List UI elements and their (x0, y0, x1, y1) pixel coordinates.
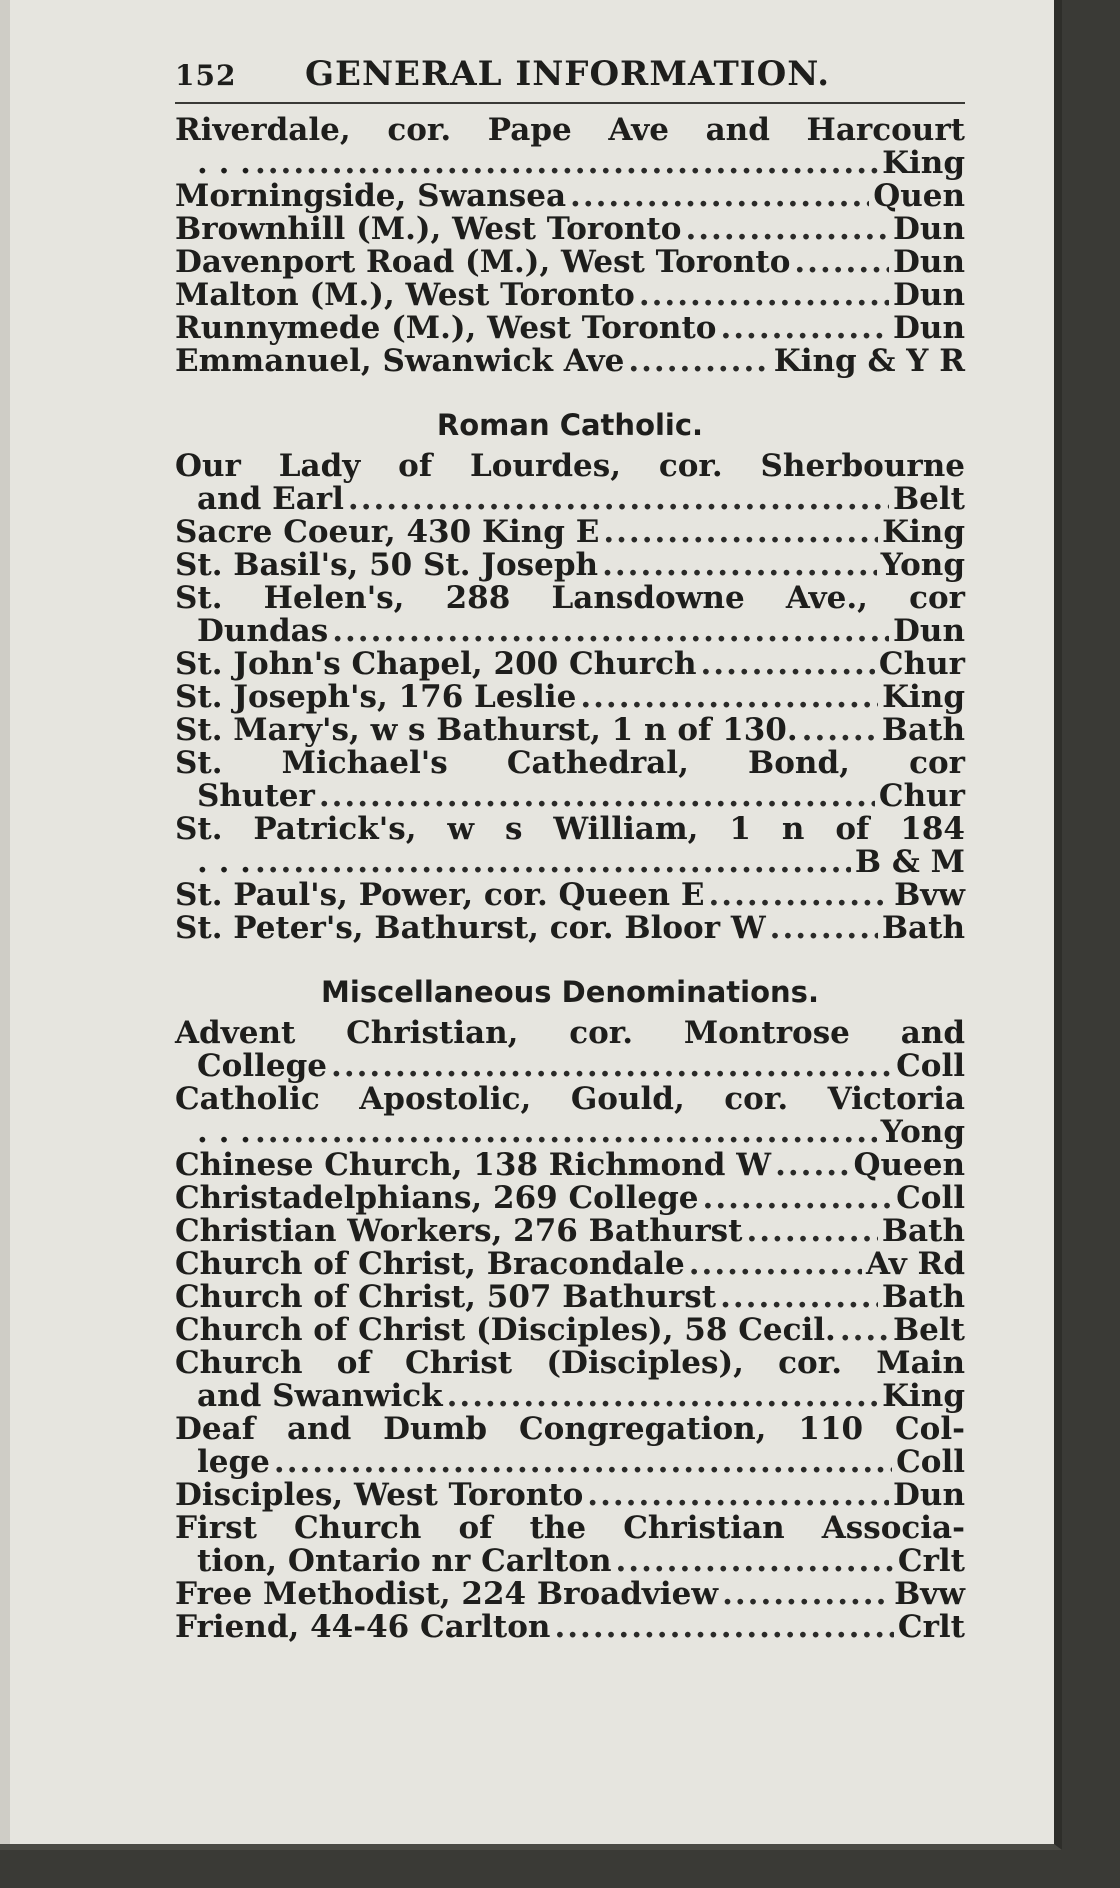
entry-leader-row (175, 714, 965, 747)
district-abbreviation: Yong (880, 547, 965, 583)
entry-leader-row (175, 147, 965, 180)
entry-text: Chinese Church, 138 Richmond W (175, 1147, 772, 1183)
district-abbreviation: Coll (896, 1444, 965, 1480)
entry-text: Disciples, West Toronto (175, 1477, 584, 1513)
entry-first-line: Church of Christ (Disciples), cor. Main (175, 1345, 965, 1381)
entry-text: Christian Workers, 276 Bathurst (175, 1213, 743, 1249)
dot-leader (348, 483, 889, 516)
entry-leader-row (175, 1182, 965, 1215)
entry-text: St. Paul's, Power, cor. Queen E (175, 877, 705, 913)
directory-entry (175, 1479, 965, 1512)
district-abbreviation: Bath (881, 1213, 965, 1249)
directory-entry (175, 681, 965, 714)
entry-first-line: Our Lady of Lourdes, cor. Sherbourne (175, 448, 965, 484)
entry-leader-row (175, 1314, 965, 1347)
entry-text: Sacre Coeur, 430 King E (175, 514, 600, 550)
entry-leader-row (175, 1149, 965, 1182)
directory-entry (175, 312, 965, 345)
entry-text: Church of Christ, Bracondale (175, 1246, 685, 1282)
district-abbreviation: Quen (873, 178, 965, 214)
district-abbreviation: Dun (893, 1477, 965, 1513)
entry-text: Christadelphians, 269 College (175, 1180, 699, 1216)
entry-text: Morningside, Swansea (175, 178, 567, 214)
dot-leader (701, 648, 875, 681)
entry-text: St. John's Chapel, 200 Church (175, 646, 697, 682)
district-abbreviation: Crlt (897, 1609, 965, 1645)
district-abbreviation: King (882, 679, 965, 715)
entry-text: . . . (197, 145, 251, 181)
district-abbreviation: King & Y R (773, 343, 965, 379)
section (175, 114, 965, 378)
entry-text: Davenport Road (M.), West Toronto (175, 244, 791, 280)
district-abbreviation: Crlt (897, 1543, 965, 1579)
entry-leader-row (175, 483, 965, 516)
entry-text: Church of Christ, 507 Bathurst (175, 1279, 717, 1315)
entry-text: St. Mary's, w s Bathurst, 1 n of 130. (175, 712, 798, 748)
dot-leader (746, 1215, 877, 1248)
dot-leader (685, 213, 889, 246)
entry-text: Shuter (197, 778, 315, 814)
section (175, 975, 965, 1644)
dot-leader (331, 1050, 892, 1083)
directory-entry (175, 114, 965, 180)
entry-text: Brownhill (M.), West Toronto (175, 211, 682, 247)
entry-text: Friend, 44-46 Carlton (175, 1609, 551, 1645)
dot-leader (775, 1149, 849, 1182)
entry-leader-row (175, 213, 965, 246)
entry-leader-row (175, 312, 965, 345)
entry-leader-row (175, 1380, 965, 1413)
dot-leader (255, 846, 851, 879)
entry-leader-row (175, 1446, 965, 1479)
page-title: GENERAL INFORMATION. (305, 54, 831, 94)
entry-text: Runnymede (M.), West Toronto (175, 310, 717, 346)
entry-text: and Earl (197, 481, 344, 517)
directory-entry (175, 279, 965, 312)
directory-entry (175, 912, 965, 945)
entry-text: St. Joseph's, 176 Leslie (175, 679, 577, 715)
directory-entry (175, 1578, 965, 1611)
dot-leader (616, 1545, 894, 1578)
entry-leader-row (175, 1479, 965, 1512)
section-title: Roman Catholic. (436, 408, 704, 442)
dot-leader (840, 1314, 889, 1347)
dot-leader (255, 1116, 877, 1149)
directory-entry (175, 1281, 965, 1314)
district-abbreviation: Bath (881, 1279, 965, 1315)
directory-entry (175, 1413, 965, 1479)
district-abbreviation: Bvw (894, 877, 965, 913)
entry-leader-row (175, 681, 965, 714)
directory-entry (175, 450, 965, 516)
dot-leader (274, 1446, 892, 1479)
district-abbreviation: Belt (892, 481, 965, 517)
district-abbreviation: Coll (896, 1048, 965, 1084)
dot-leader (554, 1611, 893, 1644)
entry-first-line: Riverdale, cor. Pape Ave and Harcourt (175, 112, 965, 148)
directory-entry (175, 582, 965, 648)
district-abbreviation: Dun (893, 277, 965, 313)
sections-container (175, 114, 965, 1644)
entry-leader-row (175, 1281, 965, 1314)
entry-leader-row (175, 879, 965, 912)
page-number: 152 (175, 59, 237, 92)
entry-text: tion, Ontario nr Carlton (197, 1543, 612, 1579)
directory-entry (175, 1083, 965, 1149)
entry-first-line: First Church of the Christian Associa- (175, 1510, 965, 1546)
dot-leader (802, 714, 878, 747)
district-abbreviation: Chur (878, 646, 965, 682)
entry-leader-row (175, 1545, 965, 1578)
district-abbreviation: Yong (880, 1114, 965, 1150)
entry-first-line: Advent Christian, cor. Montrose and (175, 1015, 965, 1051)
directory-entry (175, 1512, 965, 1578)
entry-leader-row (175, 549, 965, 582)
district-abbreviation: King (882, 145, 965, 181)
dot-leader (447, 1380, 878, 1413)
directory-entry (175, 1215, 965, 1248)
dot-leader (720, 312, 889, 345)
dot-leader (603, 516, 878, 549)
district-abbreviation: Dun (893, 613, 965, 649)
district-abbreviation: B & M (854, 844, 965, 880)
entry-text: and Swanwick (197, 1378, 443, 1414)
entry-leader-row (175, 1116, 965, 1149)
directory-entry (175, 648, 965, 681)
entry-leader-row (175, 246, 965, 279)
entry-leader-row (175, 1578, 965, 1611)
entry-first-line: Catholic Apostolic, Gould, cor. Victoria (175, 1081, 965, 1117)
entry-first-line: Deaf and Dumb Congregation, 110 Col- (175, 1411, 965, 1447)
directory-entry (175, 1182, 965, 1215)
district-abbreviation: Av Rd (865, 1246, 965, 1282)
dot-leader (720, 1281, 878, 1314)
directory-entry (175, 1017, 965, 1083)
dot-leader (794, 246, 889, 279)
page-header (175, 54, 965, 104)
dot-leader (628, 345, 769, 378)
directory-entry (175, 1611, 965, 1644)
entry-text: Malton (M.), West Toronto (175, 277, 635, 313)
entry-leader-row (175, 846, 965, 879)
section-title: Miscellaneous Denominations. (321, 975, 819, 1009)
directory-entry (175, 345, 965, 378)
entry-first-line: St. Helen's, 288 Lansdowne Ave., cor (175, 580, 965, 616)
dot-leader (770, 912, 878, 945)
district-abbreviation: Bvw (894, 1576, 965, 1612)
dot-leader (587, 1479, 889, 1512)
entry-text: Emmanuel, Swanwick Ave (175, 343, 625, 379)
directory-entry (175, 1248, 965, 1281)
directory-entry (175, 714, 965, 747)
directory-entry (175, 180, 965, 213)
entry-first-line: St. Patrick's, w s William, 1 n of 184 (175, 811, 965, 847)
section (175, 408, 965, 945)
district-abbreviation: Coll (896, 1180, 965, 1216)
dot-leader (602, 549, 877, 582)
entry-leader-row (175, 1050, 965, 1083)
entry-text: St. Peter's, Bathurst, cor. Bloor W (175, 910, 766, 946)
district-abbreviation: Chur (878, 778, 965, 814)
directory-entry (175, 879, 965, 912)
dot-leader (319, 780, 875, 813)
page-content (175, 54, 965, 1644)
dot-leader (570, 180, 869, 213)
entry-leader-row (175, 279, 965, 312)
directory-entry (175, 1149, 965, 1182)
entry-leader-row (175, 1611, 965, 1644)
entry-text: Church of Christ (Disciples), 58 Cecil. (175, 1312, 836, 1348)
district-abbreviation: King (882, 1378, 965, 1414)
directory-entry (175, 549, 965, 582)
district-abbreviation: Belt (892, 1312, 965, 1348)
district-abbreviation: Dun (893, 310, 965, 346)
entry-text: Dundas (197, 613, 329, 649)
district-abbreviation: Dun (893, 244, 965, 280)
entry-text: Free Methodist, 224 Broadview (175, 1576, 719, 1612)
entry-leader-row (175, 345, 965, 378)
entry-text: St. Basil's, 50 St. Joseph (175, 547, 599, 583)
dot-leader (639, 279, 889, 312)
directory-entry (175, 213, 965, 246)
entry-leader-row (175, 912, 965, 945)
entry-text: lege (197, 1444, 270, 1480)
dot-leader (255, 147, 878, 180)
dot-leader (580, 681, 878, 714)
directory-entry (175, 516, 965, 549)
entry-leader-row (175, 1215, 965, 1248)
district-abbreviation: Queen (853, 1147, 965, 1183)
directory-entry (175, 1347, 965, 1413)
entry-text: . . . (197, 844, 251, 880)
dot-leader (689, 1248, 862, 1281)
entry-leader-row (175, 180, 965, 213)
dot-leader (703, 1182, 893, 1215)
entry-leader-row (175, 780, 965, 813)
entry-leader-row (175, 516, 965, 549)
directory-entry (175, 1314, 965, 1347)
dot-leader (722, 1578, 890, 1611)
dot-leader (709, 879, 891, 912)
entry-text: College (197, 1048, 328, 1084)
directory-entry (175, 813, 965, 879)
entry-leader-row (175, 615, 965, 648)
district-abbreviation: Bath (881, 910, 965, 946)
entry-text: . . . (197, 1114, 251, 1150)
directory-entry (175, 747, 965, 813)
district-abbreviation: Dun (893, 211, 965, 247)
entry-leader-row (175, 1248, 965, 1281)
district-abbreviation: Bath (881, 712, 965, 748)
entry-leader-row (175, 648, 965, 681)
entry-first-line: St. Michael's Cathedral, Bond, cor (175, 745, 965, 781)
dot-leader (332, 615, 889, 648)
directory-entry (175, 246, 965, 279)
district-abbreviation: King (882, 514, 965, 550)
